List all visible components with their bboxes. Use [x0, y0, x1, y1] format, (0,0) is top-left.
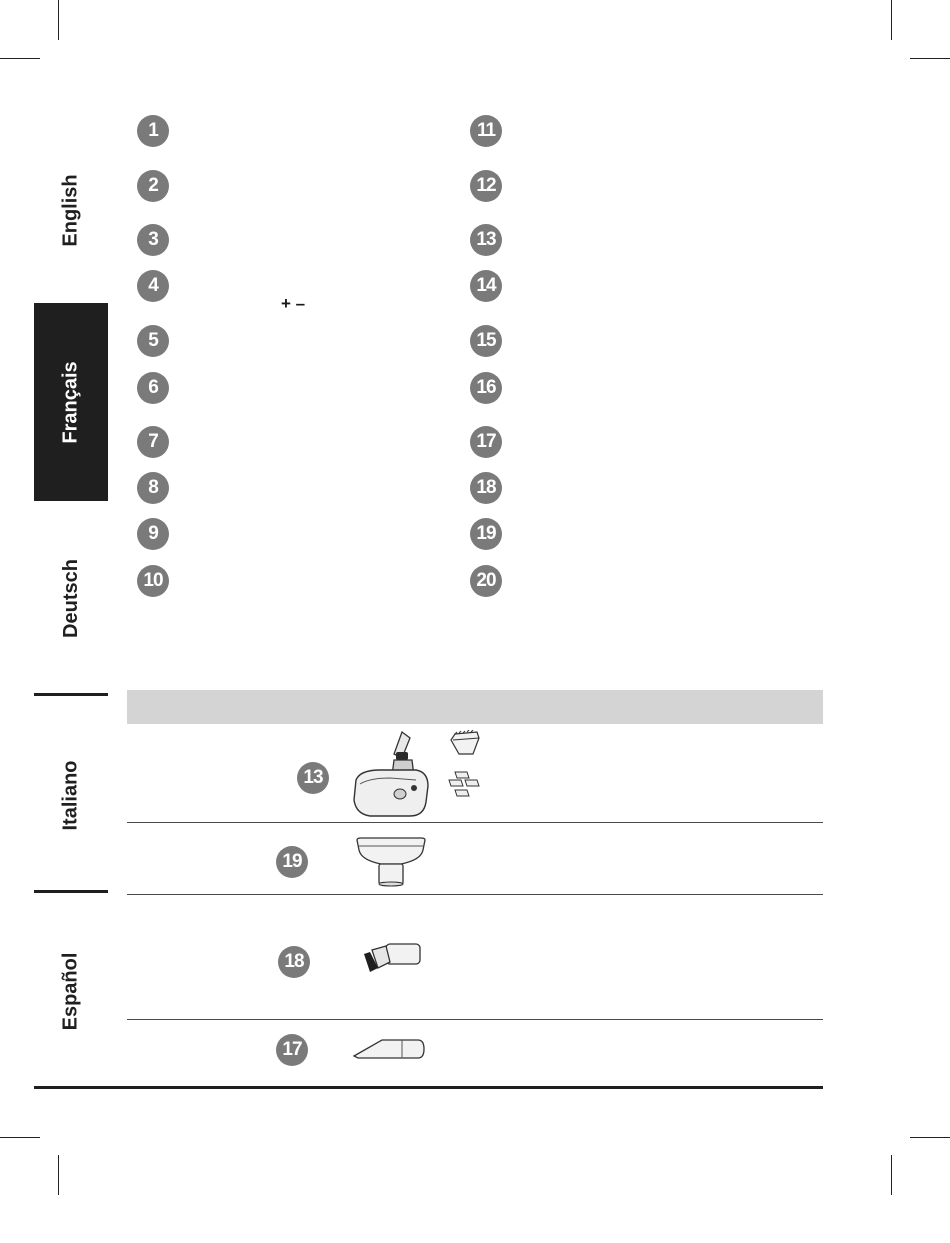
filter-pads-icon — [447, 770, 481, 800]
crop-mark — [910, 1137, 950, 1138]
dusting-brush-icon — [362, 940, 422, 974]
tab-francais[interactable] — [34, 303, 108, 501]
tab-deutsch[interactable] — [34, 506, 108, 690]
crop-mark — [891, 0, 892, 40]
tab-deutsch-label: Deutsch — [59, 558, 82, 638]
tab-divider — [34, 890, 108, 893]
table-row-divider — [127, 822, 823, 823]
accessory-number-badge: 13 — [297, 762, 329, 794]
tab-italiano[interactable] — [34, 700, 108, 890]
part-number-badge: 4 — [137, 270, 169, 302]
crop-mark — [910, 58, 950, 59]
part-number-badge: 8 — [137, 472, 169, 504]
accessory-number-badge: 17 — [276, 1034, 308, 1066]
crop-mark — [891, 1155, 892, 1195]
part-number-badge: 11 — [470, 115, 502, 147]
tab-english[interactable] — [34, 120, 108, 300]
plus-minus-symbol: + – — [281, 294, 306, 313]
part-number-badge: 20 — [470, 565, 502, 597]
table-row-divider — [127, 1019, 823, 1020]
accessory-number-badge: 19 — [276, 846, 308, 878]
accessory-number-badge: 18 — [278, 946, 310, 978]
part-number-badge: 14 — [470, 270, 502, 302]
accessories-table-header — [127, 690, 823, 724]
part-number-badge: 19 — [470, 518, 502, 550]
crevice-tool-icon — [352, 1036, 428, 1062]
tab-espanol-label: Español — [59, 952, 82, 1030]
part-number-badge: 2 — [137, 170, 169, 202]
tab-divider — [34, 693, 108, 696]
tab-italiano-label: Italiano — [59, 759, 82, 831]
crop-mark — [58, 0, 59, 40]
part-number-badge: 10 — [137, 565, 169, 597]
crop-mark — [0, 58, 40, 59]
tab-francais-label: Français — [59, 360, 82, 444]
part-number-badge: 1 — [137, 115, 169, 147]
part-number-badge: 15 — [470, 325, 502, 357]
table-row-divider — [127, 894, 823, 895]
floor-brush-icon — [350, 728, 432, 820]
page-bottom-rule — [34, 1086, 823, 1089]
part-number-badge: 5 — [137, 325, 169, 357]
tab-english-label: English — [59, 173, 82, 247]
part-number-badge: 6 — [137, 372, 169, 404]
part-number-badge: 9 — [137, 518, 169, 550]
part-number-badge: 16 — [470, 372, 502, 404]
part-number-badge: 13 — [470, 224, 502, 256]
carpet-brush-insert-icon — [449, 730, 483, 756]
tab-espanol[interactable] — [34, 896, 108, 1086]
part-number-badge: 18 — [470, 472, 502, 504]
part-number-badge: 3 — [137, 224, 169, 256]
part-number-badge: 17 — [470, 426, 502, 458]
crop-mark — [0, 1137, 40, 1138]
part-number-badge: 12 — [470, 170, 502, 202]
upholstery-nozzle-icon — [355, 836, 427, 888]
crop-mark — [58, 1155, 59, 1195]
part-number-badge: 7 — [137, 426, 169, 458]
